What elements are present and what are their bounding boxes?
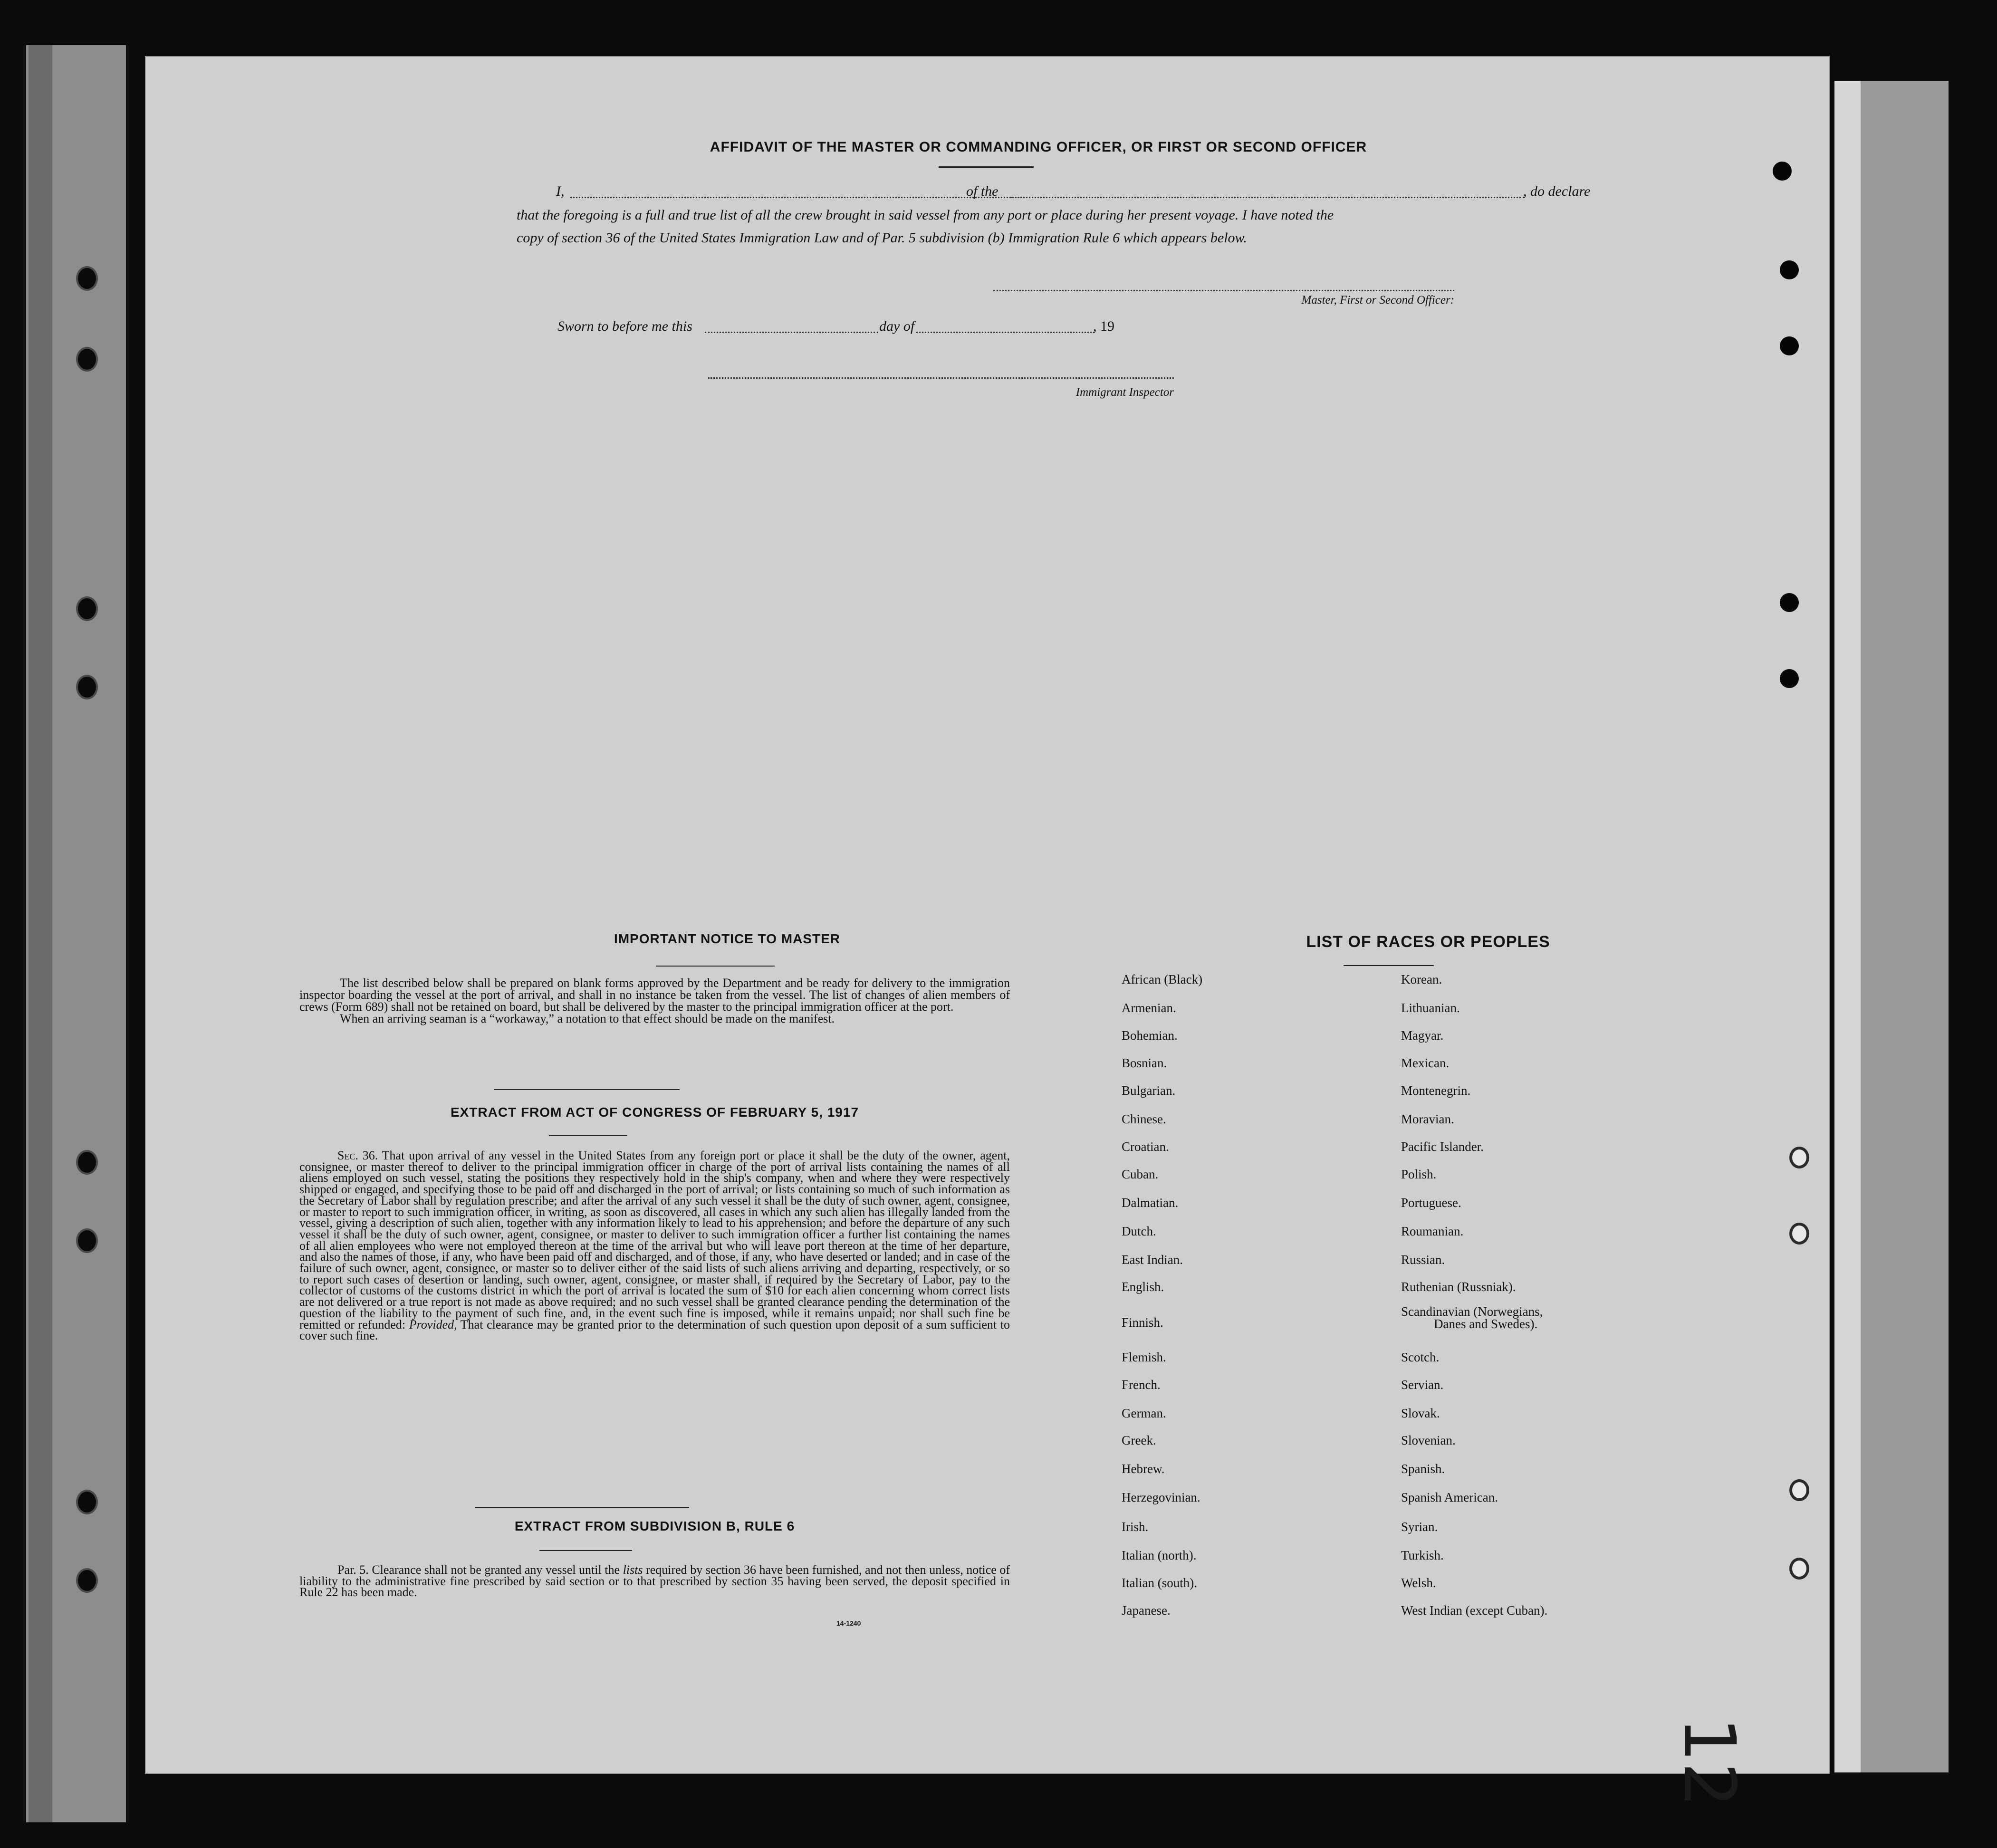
race-item: Turkish. bbox=[1401, 1548, 1444, 1562]
divider bbox=[939, 166, 1034, 168]
form-sheet bbox=[145, 56, 1830, 1808]
divider bbox=[494, 1089, 680, 1090]
punch-hole-icon bbox=[1780, 260, 1799, 279]
race-item: Slovak. bbox=[1401, 1406, 1440, 1420]
page-number: 12 bbox=[1668, 1717, 1750, 1808]
section-text: That upon arrival of any vessel in the United States from any foreign port or place it shall be the duty of the owner, agent, consignee, or master thereof to deliver to the principal immigration officer in charge of the port of arrival lists containing the names of all aliens employed on such vessel, stating the positions they respectively hold in the ship's company, when and where they were respectively shipped or engaged, and specifying those to be paid off and discharged in the port of arrival; or lists containing so much of such information as the Secretary of Labor shall by regulation prescribe; and after the arrival of any such vessel it shall be the duty of such owner, agent, consignee, or master to report to such immigration officer, in writing, as soon as discovered, all cases in which any such alien has illegally landed from the vessel, giving a description of such alien, together with any information likely to lead to his apprehension; and before the departure of any such vessel it shall be the duty of such owner, agent, consignee, or master to deliver to such immigration officer a further list containing the names of all alien employees who were not employed thereon at the time of the arrival but who will leave port thereon at the time of her departure, and also the names of those, if any, who have been paid off and discharged, and of those, if any, who have deserted or landed; and in case of the failure of such owner, agent, consignee, or master so to deliver either of the said lists of such aliens arriving and departing, respectively, or so to report such cases of desertion or landing, such owner, agent, consignee, or master shall, if required by the Secretary of Labor, pay to the collector of customs of the customs district in which the port of arrival is located the sum of $10 for each alien concerning whom correct lists are not delivered or a true report is not made as above required; and no such vessel shall be granted clearance pending the determination of the question of the liability to the payment of such fine, and, in the event such fine is imposed, while it remains unpaid; nor shall such fine be remitted or refunded: bbox=[299, 1149, 1010, 1331]
inspector-signature-line[interactable] bbox=[708, 377, 1174, 379]
race-item: Spanish American. bbox=[1401, 1490, 1498, 1504]
divider bbox=[539, 1550, 632, 1551]
affidavit-i: I, bbox=[556, 183, 565, 199]
affidavit-title: AFFIDAVIT OF THE MASTER OR COMMANDING OFFICER, OR FIRST OR SECOND OFFICER bbox=[710, 139, 1367, 155]
binder-hole-icon bbox=[76, 596, 98, 621]
notice-body bbox=[299, 977, 1010, 1025]
punch-hole-icon bbox=[1789, 1558, 1809, 1580]
race-item: Croatian. bbox=[1122, 1139, 1169, 1154]
affidavit-of-the: of the bbox=[966, 183, 998, 199]
affidavit-line3: copy of section 36 of the United States Immigration Law and of Par. 5 subdivision (b) Immigration Rule 6 which appears below. bbox=[517, 230, 1247, 246]
race-item: Syrian. bbox=[1401, 1520, 1438, 1534]
binder-hole-icon bbox=[76, 1568, 98, 1593]
race-item: Lithuanian. bbox=[1401, 1001, 1460, 1015]
races-title: LIST OF RACES OR PEOPLES bbox=[1306, 933, 1550, 951]
race-item: Portuguese. bbox=[1401, 1196, 1461, 1210]
punch-hole-icon bbox=[1773, 162, 1792, 181]
divider bbox=[656, 966, 775, 967]
punch-hole-icon bbox=[1780, 669, 1799, 688]
rule-text-a: Par. 5. Clearance shall not be granted any vessel until the bbox=[337, 1563, 620, 1577]
right-underlying-sheet-edge bbox=[1834, 81, 1861, 1772]
race-item: Magyar. bbox=[1401, 1028, 1444, 1043]
provided-label: Provided, bbox=[409, 1317, 457, 1331]
race-item: Bulgarian. bbox=[1122, 1083, 1176, 1098]
race-item: Russian. bbox=[1401, 1253, 1445, 1267]
master-name-field[interactable] bbox=[570, 197, 1019, 198]
divider bbox=[475, 1507, 689, 1508]
race-item: German. bbox=[1122, 1406, 1166, 1420]
race-item: East Indian. bbox=[1122, 1253, 1183, 1267]
race-item: Italian (north). bbox=[1122, 1548, 1197, 1562]
race-item: Pacific Islander. bbox=[1401, 1139, 1484, 1154]
sworn-day-field[interactable] bbox=[705, 332, 878, 333]
divider bbox=[1344, 965, 1434, 966]
race-item: Bosnian. bbox=[1122, 1056, 1167, 1070]
race-item: African (Black) bbox=[1122, 972, 1203, 986]
rule-text-b: required by section 36 have been furnished, and not then unless, notice of liability to the administrative fine prescribed by said section or to that prescribed by section 35 having been served, the deposit specified in Rule 22 has been made. bbox=[299, 1563, 1010, 1599]
binder-hole-icon bbox=[76, 1490, 98, 1514]
race-item: Spanish. bbox=[1401, 1462, 1445, 1476]
race-item: Greek. bbox=[1122, 1433, 1156, 1447]
affidavit-declare: , do declare bbox=[1523, 183, 1591, 199]
race-item: Ruthenian (Russniak). bbox=[1401, 1280, 1516, 1294]
section-label: Sec. 36. bbox=[337, 1149, 378, 1162]
race-item: Hebrew. bbox=[1122, 1462, 1165, 1476]
vessel-name-field[interactable] bbox=[1011, 197, 1525, 198]
race-item: Roumanian. bbox=[1401, 1224, 1464, 1238]
act-extract-body bbox=[299, 1150, 1010, 1341]
sworn-year: , 19 bbox=[1093, 318, 1114, 334]
sworn-day-of: day of bbox=[879, 318, 915, 334]
divider bbox=[549, 1135, 627, 1136]
punch-hole-icon bbox=[1780, 336, 1799, 355]
notice-paragraph: When an arriving seaman is a “workaway,” a notation to that effect should be made on the manifest. bbox=[340, 1012, 835, 1025]
race-item: Irish. bbox=[1122, 1520, 1149, 1534]
race-item: Servian. bbox=[1401, 1378, 1444, 1392]
race-item: Welsh. bbox=[1401, 1576, 1436, 1590]
inspector-caption: Immigrant Inspector bbox=[1075, 386, 1174, 399]
act-extract-title: EXTRACT FROM ACT OF CONGRESS OF FEBRUARY 5, 1917 bbox=[450, 1105, 859, 1120]
binder-hole-icon bbox=[76, 1150, 98, 1175]
affidavit-line2: that the foregoing is a full and true list of all the crew brought in said vessel from any port or place during her present voyage. I have noted the bbox=[517, 207, 1334, 223]
rule-extract-title: EXTRACT FROM SUBDIVISION B, RULE 6 bbox=[514, 1519, 795, 1533]
race-item: West Indian (except Cuban). bbox=[1401, 1603, 1548, 1618]
race-item: Korean. bbox=[1401, 972, 1442, 986]
punch-hole-icon bbox=[1789, 1479, 1809, 1501]
lists-word: lists bbox=[623, 1563, 643, 1577]
notice-paragraph: The list described below shall be prepared on blank forms approved by the Department and be ready for delivery to the immigration inspector boarding the vessel at the port of arrival, and shall in no instance be taken from the vessel. The list of changes of alien members of crews (Form 689) shall not be retained on board, but shall be delivered by the master to the principal immigration officer at the port. bbox=[299, 976, 1010, 1014]
binder-hole-icon bbox=[76, 347, 98, 372]
race-item: Scandinavian (Norwegians, bbox=[1401, 1304, 1543, 1319]
race-item: Moravian. bbox=[1401, 1112, 1454, 1126]
race-item: Italian (south). bbox=[1122, 1576, 1197, 1590]
race-item: Montenegrin. bbox=[1401, 1083, 1471, 1098]
notice-title: IMPORTANT NOTICE TO MASTER bbox=[614, 931, 841, 946]
rule-extract-body bbox=[299, 1564, 1010, 1598]
race-item: Scotch. bbox=[1401, 1350, 1440, 1364]
race-item: Chinese. bbox=[1122, 1112, 1166, 1126]
signature-caption: Master, First or Second Officer: bbox=[1301, 294, 1454, 306]
officer-signature-line[interactable] bbox=[993, 290, 1454, 291]
race-item: Armenian. bbox=[1122, 1001, 1176, 1015]
binder-hole-icon bbox=[76, 675, 98, 699]
race-item: English. bbox=[1122, 1280, 1164, 1294]
left-binder-edge bbox=[29, 45, 52, 1822]
race-item: Finnish. bbox=[1122, 1315, 1163, 1330]
binder-hole-icon bbox=[76, 266, 98, 291]
race-item: Cuban. bbox=[1122, 1167, 1159, 1181]
race-item: Polish. bbox=[1401, 1167, 1437, 1181]
punch-hole-icon bbox=[1789, 1223, 1809, 1245]
sworn-month-field[interactable] bbox=[916, 332, 1095, 333]
race-item: Mexican. bbox=[1401, 1056, 1450, 1070]
section-text-end: That clearance may be granted prior to the determination of such question upon deposit of a sum sufficient to cover such fine. bbox=[299, 1317, 1010, 1343]
punch-hole-icon bbox=[1780, 593, 1799, 612]
form-number: 14-1240 bbox=[836, 1619, 861, 1627]
race-item: Slovenian. bbox=[1401, 1433, 1456, 1447]
race-item: Herzegovinian. bbox=[1122, 1490, 1200, 1504]
binder-hole-icon bbox=[76, 1228, 98, 1253]
sworn-prefix: Sworn to before me this bbox=[557, 318, 692, 334]
race-item: Japanese. bbox=[1122, 1603, 1171, 1618]
race-continuation: Danes and Swedes). bbox=[1434, 1317, 1538, 1331]
race-item: Dalmatian. bbox=[1122, 1196, 1179, 1210]
punch-hole-icon bbox=[1789, 1147, 1809, 1168]
race-item: Bohemian. bbox=[1122, 1028, 1178, 1043]
race-item: Dutch. bbox=[1122, 1224, 1156, 1238]
race-item: French. bbox=[1122, 1378, 1161, 1392]
race-item: Flemish. bbox=[1122, 1350, 1166, 1364]
